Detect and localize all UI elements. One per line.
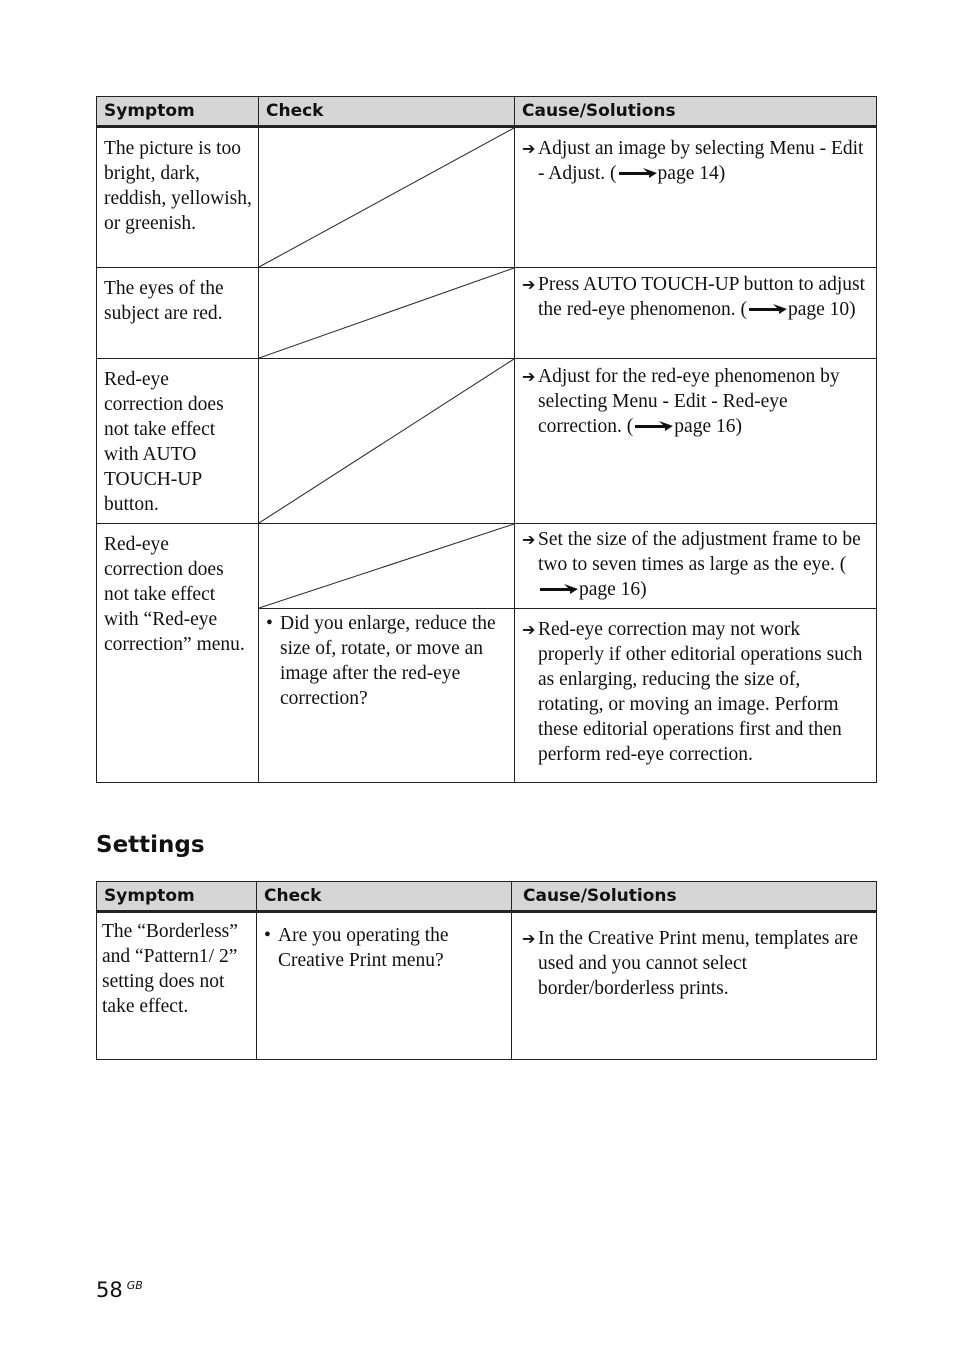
check-text: Are you operating the Creative Print menu? (278, 925, 449, 971)
page-ref-text: page 16) (674, 416, 742, 437)
troubleshooting-table (96, 96, 877, 783)
solution-text: Red-eye correction may not work properly if other editorial operations such as enlarging, reducing the size of, rotating, or moving an image. Perform these editorial operations first and then perform red-eye correction. (538, 619, 863, 765)
empty-check-cell (259, 524, 515, 609)
solution-cell (512, 913, 876, 1001)
check-cell (257, 913, 511, 973)
table-row (97, 127, 877, 268)
page-reference-arrow-icon (635, 420, 673, 432)
empty-check-cell (259, 268, 515, 359)
symptom-cell: Red-eye correction does not take effect with “Red-eye correction” menu. (104, 534, 245, 655)
page-number-value: 58 (96, 1278, 123, 1302)
solution-text: In the Creative Print menu, templates are used and you cannot select border/borderless prints. (538, 928, 859, 999)
table-row (97, 524, 877, 609)
right-arrow-icon: ➔ (522, 275, 536, 294)
table-row (97, 912, 877, 1060)
page-number (96, 1278, 143, 1302)
table-row (97, 359, 877, 524)
right-arrow-icon: ➔ (522, 530, 536, 549)
right-arrow-icon: ➔ (522, 929, 536, 948)
cause-header: Cause/Solutions (515, 97, 877, 127)
table-header-row (97, 882, 877, 912)
symptom-cell: The “Borderless” and “Pattern1/ 2” setting does not take effect. (102, 921, 238, 1017)
right-arrow-icon: ➔ (522, 367, 536, 386)
table-header-row (97, 97, 877, 127)
check-text: Did you enlarge, reduce the size of, rotate, or move an image after the red-eye correction? (280, 613, 496, 709)
page-ref-text: page 10) (788, 299, 856, 320)
solution-text: Adjust an image by selecting Menu - Edit - Adjust. ( (538, 138, 864, 184)
page-reference-arrow-icon (540, 583, 578, 595)
symptom-header: Symptom (97, 97, 259, 127)
cause-header: Cause/Solutions (512, 882, 877, 912)
solution-text: Adjust for the red-eye phenomenon by selecting Menu - Edit - Red-eye correction. ( (538, 366, 840, 437)
region-code: GB (126, 1279, 143, 1292)
solution-cell (515, 609, 876, 767)
right-arrow-icon: ➔ (522, 620, 536, 639)
symptom-cell: The eyes of the subject are red. (104, 278, 224, 324)
check-header: Check (259, 97, 515, 127)
page-ref-text: page 14) (657, 163, 726, 184)
bullet-icon: • (264, 925, 271, 946)
symptom-cell: Red-eye correction does not take effect with AUTO TOUCH-UP button. (104, 369, 224, 515)
symptom-cell: The picture is too bright, dark, reddish, yellowish, or greenish. (104, 138, 252, 234)
solution-cell (515, 359, 876, 439)
empty-check-cell (259, 127, 515, 268)
symptom-header: Symptom (97, 882, 257, 912)
settings-table (96, 881, 877, 1060)
section-heading: Settings (96, 832, 205, 858)
solution-cell (515, 268, 876, 322)
page-reference-arrow-icon (619, 167, 657, 179)
bullet-icon: • (266, 613, 273, 634)
empty-check-cell (259, 359, 515, 524)
table-row (97, 268, 877, 359)
solution-cell (515, 524, 876, 602)
check-header: Check (257, 882, 512, 912)
check-cell (259, 609, 514, 711)
page-reference-arrow-icon (749, 303, 787, 315)
solution-text: Press AUTO TOUCH-UP button to adjust the red-eye phenomenon. ( (538, 274, 866, 320)
solution-text: Set the size of the adjustment frame to be two to seven times as large as the eye. ( (538, 529, 861, 575)
page-ref-text: page 16) (579, 579, 647, 600)
solution-cell (515, 128, 876, 186)
right-arrow-icon: ➔ (522, 139, 536, 158)
